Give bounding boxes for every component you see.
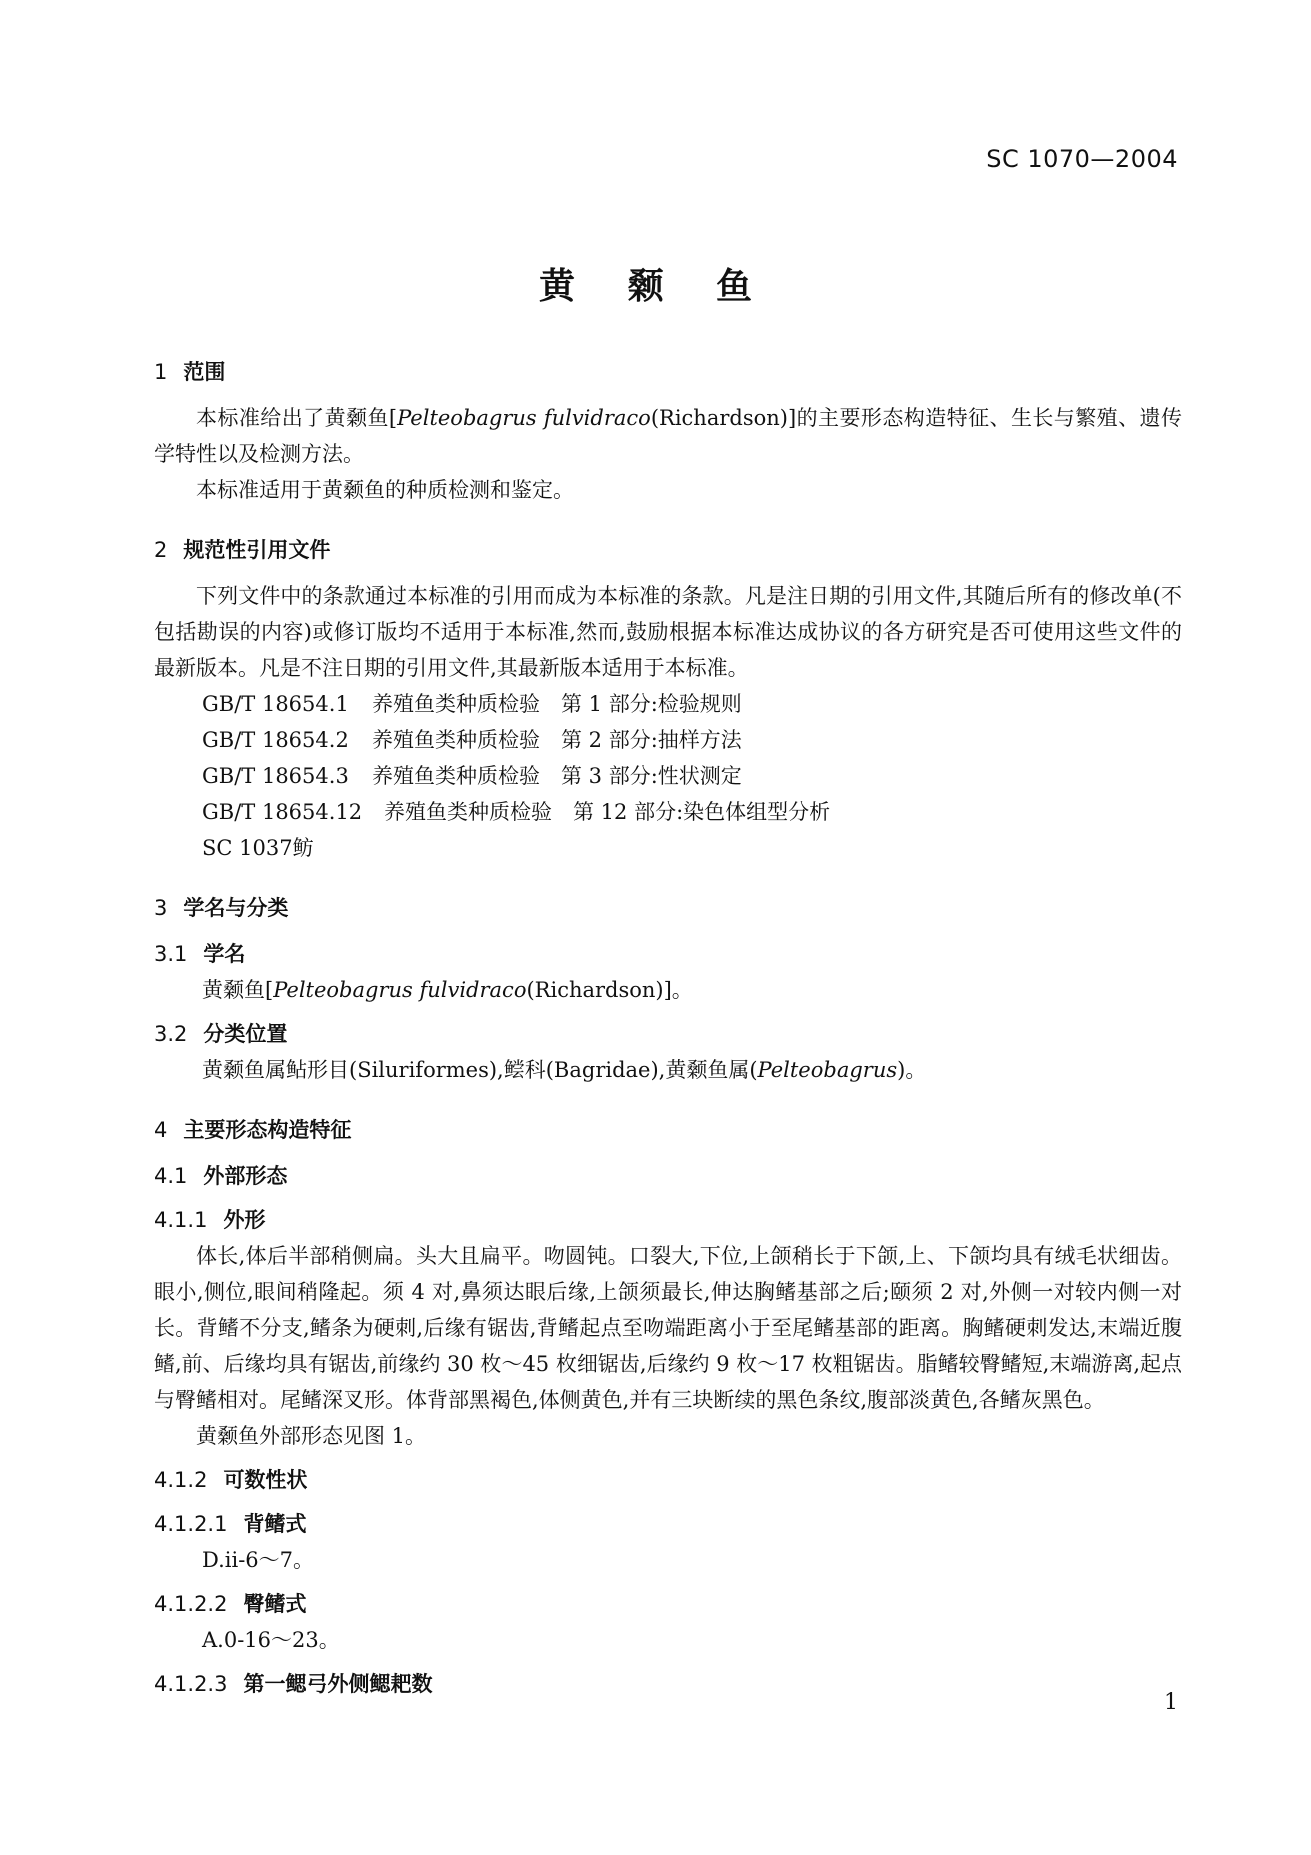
- taxonomy-text: 黄颡鱼属鲇形目(Siluriformes),鲿科(Bagridae),黄颡鱼属(Pelteobagrus)。: [202, 1058, 927, 1082]
- references-intro: 下列文件中的条款通过本标准的引用而成为本标准的条款。凡是注日期的引用文件,其随后所有的修改单(不包括勘误的内容)或修订版均不适用于本标准,然而,鼓励根据本标准达成协议的各方研究是否可使用这些文件的最新版本。凡是不注日期的引用文件,其最新版本适用于本标准。: [154, 584, 1182, 680]
- scope-paragraph-1: 本标准给出了黄颡鱼[Pelteobagrus fulvidraco(Richardson)]的主要形态构造特征、生长与繁殖、遗传学特性以及检测方法。: [154, 406, 1182, 466]
- section-heading-2: 2 规范性引用文件: [154, 538, 331, 562]
- subsection-heading-3-2: 3.2 分类位置: [154, 1022, 288, 1046]
- subsection-heading-4-1-2: 4.1.2 可数性状: [154, 1468, 308, 1492]
- subsection-heading-4-1: 4.1 外部形态: [154, 1164, 288, 1188]
- subsection-heading-4-1-1: 4.1.1 外形: [154, 1208, 266, 1232]
- dorsal-fin-formula: D.ii-6～7。: [202, 1548, 315, 1572]
- morphology-paragraph: 体长,体后半部稍侧扁。头大且扁平。吻圆钝。口裂大,下位,上颌稍长于下颌,上、下颌均具有绒毛状细齿。眼小,侧位,眼间稍隆起。须 4 对,鼻须达眼后缘,上颌须最长,伸达胸鳍基部之后;颐须 2 对,外侧一对较内侧一对长。背鳍不分支,鳍条为硬刺,后缘有锯齿,背鳍起点至吻端距离小于至尾鳍基部的距离。胸鳍硬刺发达,末端近腹鳍,前、后缘均具有锯齿,前缘约 30 枚～45 枚细锯齿,后缘约 9 枚～17 枚粗锯齿。脂鳍较臀鳍短,末端游离,起点与臀鳍相对。尾鳍深叉形。体背部黑褐色,体侧黄色,并有三块断续的黑色条纹,腹部淡黄色,各鳍灰黑色。: [154, 1244, 1182, 1412]
- scope-paragraph-2: 本标准适用于黄颡鱼的种质检测和鉴定。: [196, 478, 574, 502]
- reference-item: GB/T 18654.3 养殖鱼类种质检验 第 3 部分:性状测定: [202, 764, 742, 788]
- document-title: 黄 颡 鱼: [538, 266, 773, 307]
- document-body: [154, 354, 1182, 1702]
- scientific-name-text: 黄颡鱼[Pelteobagrus fulvidraco(Richardson)]。: [202, 978, 693, 1002]
- anal-fin-formula: A.0-16～23。: [202, 1628, 340, 1652]
- section-heading-4: 4 主要形态构造特征: [154, 1118, 352, 1142]
- subsection-heading-4-1-2-1: 4.1.2.1 背鳍式: [154, 1512, 307, 1536]
- reference-item: GB/T 18654.12 养殖鱼类种质检验 第 12 部分:染色体组型分析: [202, 800, 831, 824]
- reference-item: GB/T 18654.1 养殖鱼类种质检验 第 1 部分:检验规则: [202, 692, 742, 716]
- reference-item: GB/T 18654.2 养殖鱼类种质检验 第 2 部分:抽样方法: [202, 728, 742, 752]
- reference-item: SC 1037鲂: [202, 836, 314, 860]
- scientific-name: Pelteobagrus fulvidraco: [397, 406, 651, 430]
- figure-reference: 黄颡鱼外部形态见图 1。: [196, 1424, 427, 1448]
- subsection-heading-4-1-2-3: 4.1.2.3 第一鳃弓外侧鳃耙数: [154, 1672, 433, 1696]
- subsection-heading-4-1-2-2: 4.1.2.2 臀鳍式: [154, 1592, 307, 1616]
- document-code: SC 1070—2004: [986, 145, 1178, 173]
- section-heading-1: 1 范围: [154, 360, 226, 384]
- section-heading-3: 3 学名与分类: [154, 896, 289, 920]
- subsection-heading-3-1: 3.1 学名: [154, 942, 246, 966]
- page-number: 1: [1164, 1690, 1178, 1715]
